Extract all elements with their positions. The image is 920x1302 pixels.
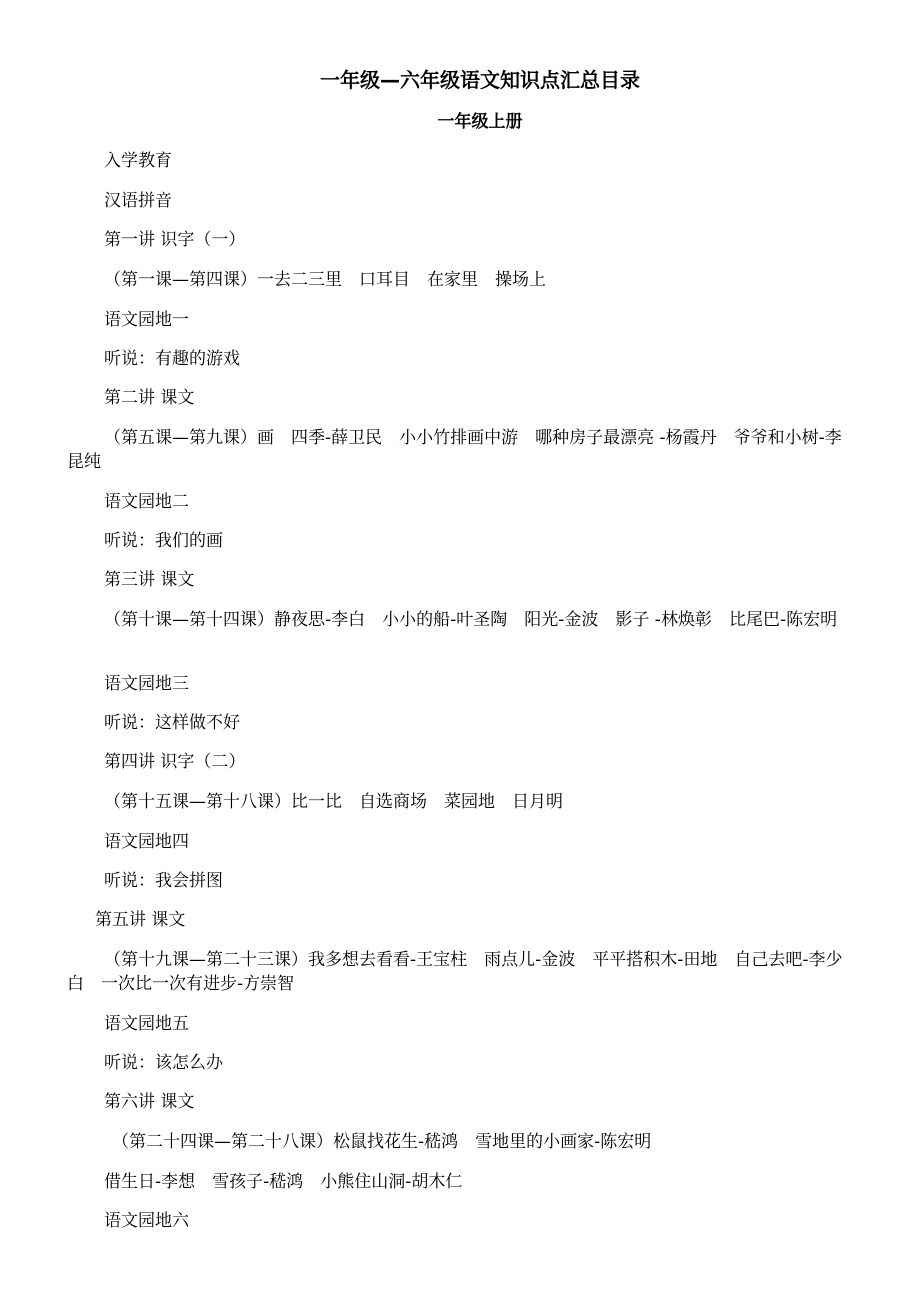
toc-item: 语文园地一	[104, 310, 189, 330]
section-heading: 一年级上册	[437, 112, 523, 132]
toc-item: 语文园地三	[104, 674, 189, 694]
toc-item: 第二讲 课文	[104, 388, 195, 408]
toc-item: （第五课—第九课）画 四季-薛卫民 小小竹排画中游 哪种房子最漂亮 -杨霞丹 爷爷和小树-李昆纯	[67, 428, 842, 472]
toc-item: 听说：有趣的游戏	[104, 349, 240, 369]
toc-item: 借生日-李想 雪孩子-嵇鸿 小熊住山洞-胡木仁	[104, 1172, 463, 1192]
toc-item: 汉语拼音	[104, 191, 172, 211]
toc-item: 听说：我们的画	[104, 531, 223, 551]
document-title: 一年级—六年级语文知识点汇总目录	[320, 68, 640, 92]
toc-item: 第一讲 识字（一）	[104, 230, 246, 250]
toc-item: （第二十四课—第二十八课）松鼠找花生-嵇鸿 雪地里的小画家-陈宏明	[112, 1132, 652, 1152]
toc-item: （第十课—第十四课）静夜思-李白 小小的船-叶圣陶 阳光-金波 影子 -林焕彰 比尾巴-陈宏明	[104, 610, 838, 630]
toc-item: 语文园地四	[104, 832, 189, 852]
toc-item: 第五讲 课文	[95, 910, 186, 930]
toc-item: 听说：该怎么办	[104, 1053, 223, 1073]
toc-item: 听说：我会拼图	[104, 871, 223, 891]
toc-item: 第四讲 识字（二）	[104, 752, 246, 772]
toc-item: （第十五课—第十八课）比一比 自选商场 菜园地 日月明	[104, 792, 563, 812]
toc-item: 语文园地二	[104, 492, 189, 512]
toc-item: 语文园地六	[104, 1211, 189, 1231]
toc-item: （第十九课—第二十三课）我多想去看看-王宝柱 雨点儿-金波 平平搭积木-田地 自己去吧-李少白 一次比一次有进步-方崇智	[67, 950, 843, 994]
toc-item: 入学教育	[104, 151, 172, 171]
toc-item: 第三讲 课文	[104, 570, 195, 590]
toc-item: 第六讲 课文	[104, 1092, 195, 1112]
toc-item: 语文园地五	[104, 1014, 189, 1034]
toc-item: 听说：这样做不好	[104, 713, 240, 733]
toc-item: （第一课—第四课）一去二三里 口耳目 在家里 操场上	[104, 270, 546, 290]
